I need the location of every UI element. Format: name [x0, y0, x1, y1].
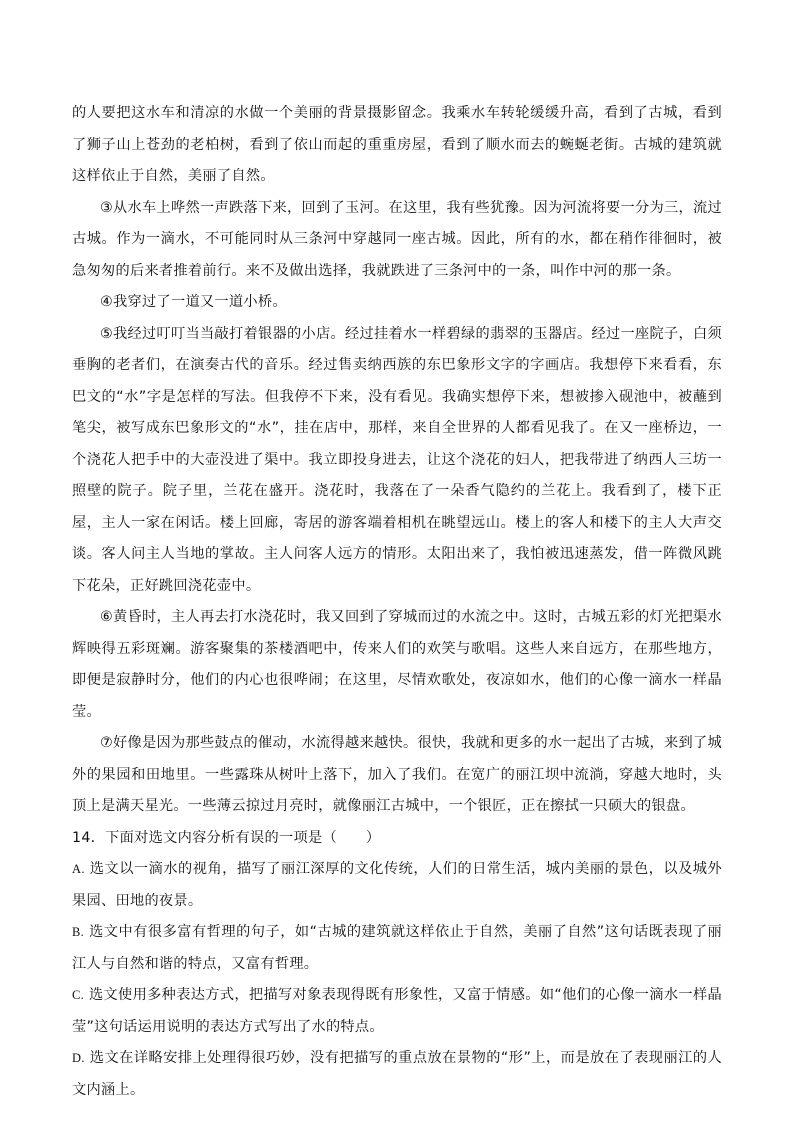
- option-letter: B.: [72, 925, 85, 939]
- option-letter: D.: [72, 1051, 85, 1065]
- passage-paragraph-intro: 的人要把这水车和清凉的水做一个美丽的背景摄影留念。我乘水车转轮缓缓升高，看到了古城，看到了狮子山上苍劲的老柏树，看到了依山而起的重重房屋，看到了顺水而去的蜿蜒老街。古城的建筑就这样依止于自然，美丽了自然。: [72, 105, 722, 184]
- passage-paragraph-5: ⑤我经过叮叮当当敲打着银器的小店。经过挂着水一样碧绿的翡翠的玉器店。经过一座院子，白须垂胸的老者们，在演奏古代的音乐。经过售卖纳西族的东巴象形文字的字画店。我想停下来看看，东巴文的“水”字是怎样的写法。但我停不下来，没有看见。我确实想停下来，想被掺入砚池中，被蘸到笔尖，被写成东巴象形文的“水”，挂在店中，那样，来自全世界的人都看见我了。在又一座桥边，一个浇花人把手中的大壶没进了渠中。我立即投身进去，让这个浇花的妇人，把我带进了纳西人三坊一照壁的院子。院子里，兰花在盛开。浇花时，我落在了一朵香气隐约的兰花上。我看到了，楼下正屋，主人一家在闲话。楼上回廊，寄居的游客端着相机在眺望远山。楼上的客人和楼下的主人大声交谈。客人问主人当地的掌故。主人问客人远方的情形。太阳出来了，我怕被迅速蒸发，借一阵微风跳下花朵，正好跳回浇花壶中。: [72, 325, 722, 594]
- option-d[interactable]: [72, 1043, 722, 1106]
- passage-paragraph-6: ⑥黄昏时，主人再去打水浇花时，我又回到了穿城而过的水流之中。这时，古城五彩的灯光把渠水辉映得五彩斑斓。游客聚集的茶楼酒吧中，传来人们的欢笑与歌唱。这些人来自远方，在那些地方，即便是寂静时分，他们的内心也很哗闹；在这里，尽情欢歌处，夜凉如水，他们的心像一滴水一样晶莹。: [72, 609, 722, 720]
- option-b[interactable]: [72, 917, 722, 980]
- option-text: 选文在详略安排上处理得很巧妙，没有把描写的重点放在景物的“形”上，而是放在了表现丽江的人文内涵上。: [72, 1050, 723, 1098]
- option-c[interactable]: [72, 980, 722, 1043]
- option-text: 选文以一滴水的视角，描写了丽江深厚的文化传统，人们的日常生活，城内美丽的景色，以及城外果园、田地的夜景。: [72, 861, 722, 909]
- document-page: [72, 98, 722, 1106]
- option-text: 选文使用多种表达方式，把描写对象表现得既有形象性，又富于情感。如“他们的心像一滴水一样晶莹”这句话运用说明的表达方式写出了水的特点。: [72, 987, 722, 1035]
- question-title: 14．下面对选文内容分析有误的一项是（ ）: [72, 829, 381, 846]
- option-letter: A.: [72, 862, 85, 876]
- option-text: 选文中有很多富有哲理的句子，如“古城的建筑就这样依止于自然，美丽了自然”这句话既表现了丽江人与自然和谐的特点，又富有哲理。: [72, 924, 723, 972]
- passage-paragraph-3: ③从水车上哗然一声跌落下来，回到了玉河。在这里，我有些犹豫。因为河流将要一分为三，流过古城。作为一滴水，不可能同时从三条河中穿越同一座古城。因此，所有的水，都在稍作徘徊时，被急匆匆的后来者推着前行。来不及做出选择，我就跌进了三条河中的一条，叫作中河的那一条。: [72, 199, 722, 279]
- passage-paragraph-7: ⑦好像是因为那些鼓点的催动，水流得越来越快。很快，我就和更多的水一起出了古城，来到了城外的果园和田地里。一些露珠从树叶上落下，加入了我们。在宽广的丽江坝中流淌，穿越大地时，头顶上是满天星光。一些薄云掠过月亮时，就像丽江古城中，一个银匠，正在擦拭一只硕大的银盘。: [72, 735, 722, 814]
- option-letter: C.: [72, 988, 85, 1002]
- option-a[interactable]: [72, 854, 722, 917]
- passage-paragraph-4: ④我穿过了一道又一道小桥。: [100, 294, 287, 310]
